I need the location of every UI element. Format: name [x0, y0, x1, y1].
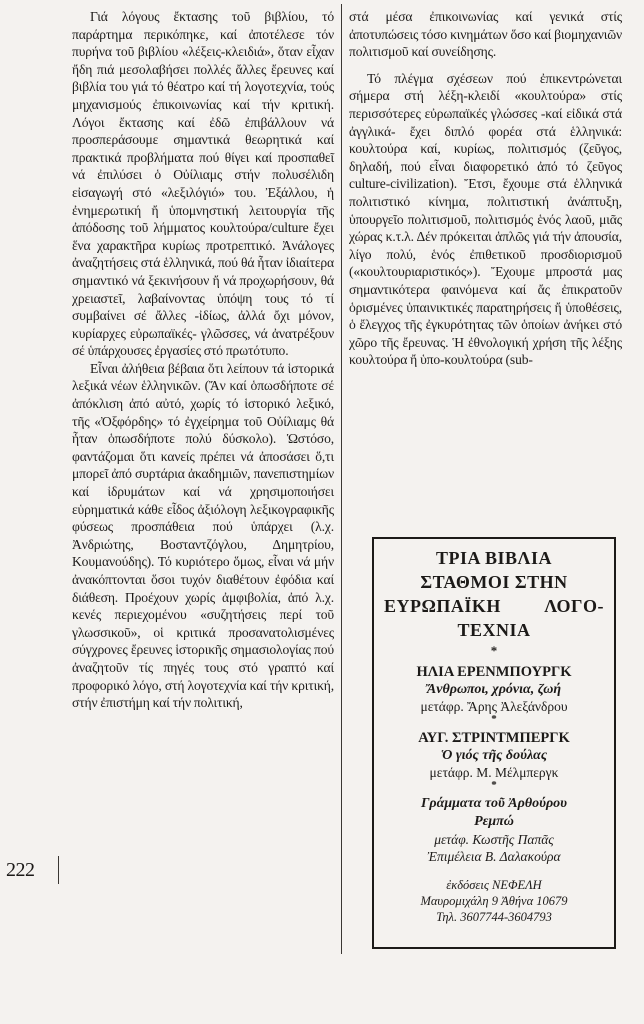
paragraph: Γιά λόγους ἔκτασης τοῦ βιβλίου, τό παράρτημα περικόπηκε, καί ἀποτέλεσε τόν πυρήνα τοῦ βιβλίου «λέξεις-κλειδιά», ὅταν εἶχαν ἤδη πιά μεσολαβήσει πολλές ἄλλες ἔρευνες καί βιβλία του γιά τό θέατρο καί τή λογοτεχνία, τούς μηχανισμούς ἐπικοινωνίας καί τήν κριτική. Λόγοι ἔκτασης καί ἐδῶ ἐπιβάλλουν νά προσπεράσουμε σημαντικά θεωρητικά καί πρακτικά προβλήματα πού θίγει καί προσπαθεῖ νά ἐπιλύσει ὁ Οὐίλιαμς στήν πολυσέλιδη εἰσαγωγή στό «λεξιλόγιό» του. Ἐξάλλου, ἡ ἐνημερωτική ἤ ὑπομνηστική λειτουργία τῆς ἀπόδοσης τοῦ λήμματος κουλτούρα/culture ἔχει ἕνα χαρακτῆρα κυρίως προτρεπτικό. Ἀνάλογες ἀναζητήσεις στά ἑλληνικά, πού θά ἦταν ἰδιαίτερα σημαντικό νά ξεκινήσουν ἤ νά προχωρήσουν, θά χρειαστεῖ, λαβαίνοντας ὑπόψη τους τό τί συμβαίνει σέ ἄλλες -ἰδίως, ἀλλά ὄχι μόνον, κυρίαρχες εὐρωπαϊκές- γλῶσσες, νά ἀνατρέξουν σέ ὑπάρχουσες ἐργασίες στό πρωτότυπο.	[72, 9, 334, 359]
page-number-divider	[58, 856, 59, 884]
paragraph: Τό πλέγμα σχέσεων πού ἐπικεντρώνεται σήμερα στή λέξη-κλειδί «κουλτούρα» στίς περισσότερες εὐρωπαϊκές γλώσσες -καί εἰδικά στά ἀγγλικά- ἔχει διπλό φορέα στά ἑλληνικά: κουλτούρα καί, κυρίως, πολιτισμός (ζεῦγος, δηλαδή, πού εἶναι διαφορετικό ἀπό τό ζεῦγος culture-civilization). Ἔτσι, ἔχουμε στά ἑλληνικά πολιτιστικό κίνημα, πολιτιστική ἀνάπτυξη, ὑπουργεῖο πολιτισμοῦ, πολιτισμός ἑνός λαοῦ, μιᾶς χώρας κ.τ.λ. Δέν πρόκειται ἁπλῶς γιά τήν ἀπουσία, λίγο πολύ, ἑνός ἐπιθετικοῦ προσδιορισμοῦ («κουλτουριαριστικός»). Ἔχουμε μπροστά μας σημαντικότερα φαινόμενα καί ἄς ἐπικρατοῦν ὁρισμένες ὑπαινικτικές παρατηρήσεις ἤ ὑποθέσεις, ὁ ἔλεγχος τῆς ἐγκυρότητας τῶν ὁποίων ἀνήκει στό χῶρο τῆς ἔρευνας. Ἡ ἐθνολογική χρήση τῆς λέξης κουλτούρα ἤ ὑπο-κουλτούρα (sub-	[349, 70, 622, 368]
book2-author: ΑΥΓ. ΣΤΡΙΝΤΜΠΕΡΓΚ	[418, 730, 570, 746]
book3-title: Ρεμπώ	[474, 814, 514, 829]
column-divider	[341, 4, 342, 954]
paragraph: στά μέσα ἐπικοινωνίας καί γενικά στίς ἀποτυπώσεις τόσο κινημάτων ὅσο καί βιομηχανιῶν πολιτισμοῦ καί συνείδησης.	[349, 9, 622, 60]
book-advertisement-box	[372, 537, 616, 949]
right-text-column	[349, 8, 622, 369]
page-number: 222	[6, 859, 35, 881]
book2-translator: μετάφρ. Μ. Μέλμπεργκ	[429, 765, 559, 780]
ad-separator: *	[491, 713, 497, 725]
ad-heading-line: ΕΥΡΩΠΑΪΚΗ ΛΟΓΟ-	[384, 596, 604, 616]
book3-title: Γράμματα τοῦ Ἀρθούρου	[420, 796, 568, 811]
paragraph: Εἶναι ἀλήθεια βέβαια ὅτι λείπουν τά ἱστορικά λεξικά νέων ἑλληνικῶν. (Ἄν καί ὁπωσδήποτε σέ ἀπόκλιση ἀπό αὐτό, χωρίς τό ἱστορικό λεξικό, τῆς «Ὀξφόρδης» τό ἐγχείρημα τοῦ Οὐίλιαμς θά ἦταν ὁπωσδήποτε πολύ δύσκολο). Ὡστόσο, φαντάζομαι ὅτι κανείς πρέπει νά ἀποσάσει ὅ,τι μπορεῖ ἀπό συρτάρια ἀκαδημιῶν, πανεπιστημίων καί ἱδρυμάτων καί νά χρησιμοποιήσει εὑρηματικά κάθε εἶδος ἀξιόλογη λεξικογραφικῆς φύσεως προσπάθεια πού ὑπάρχει (λ.χ. Ἀνδριώτης, Βοσταντζόγλου, Δημητρίου, Κουμανούδης). Τό κυριότερο ὅμως, εἶναι νά μήν ἀνακόπτονται ὅσοι τυχόν διαθέτουν ἐφόδια καί διάθεση. Προέχουν χωρίς ἀμφιβολία, ἀπό λ.χ. κενές περιεχομένου «συζητήσεις περί τοῦ γλωσσικοῦ», οἱ κριτικά προσανατολισμένες σύγχρονες ἔρευνες ἱστορικῆς σημασιολογίας πού ἀναζητοῦν τίς πηγές τους στό γραπτό καί προφορικό λόγο, στή λογοτεχνία καί τήν κριτική, στήν ἐπιστήμη καί τήν πολιτική,	[72, 360, 334, 711]
book3-editor: Ἐπιμέλεια Β. Δαλακούρα	[427, 849, 561, 864]
ad-heading-line: ΣΤΑΘΜΟΙ ΣΤΗΝ	[420, 572, 568, 592]
publisher-phone: Τηλ. 3607744-3604793	[436, 910, 552, 924]
book1-author: ΗΛΙΑ ΕΡΕΝΜΠΟΥΡΓΚ	[416, 664, 572, 680]
ad-separator: *	[490, 643, 498, 658]
publisher-name: ἐκδόσεις ΝΕΦΕΛΗ	[446, 878, 542, 892]
left-text-column	[72, 8, 334, 712]
publisher-address: Μαυρομιχάλη 9 Ἀθήνα 10679	[420, 894, 568, 908]
ad-heading-line: ΤΕΧΝΙΑ	[457, 620, 531, 640]
ad-heading-line: ΤΡΙΑ ΒΙΒΛΙΑ	[436, 548, 552, 568]
book1-title: Ἄνθρωποι, χρόνια, ζωή	[426, 682, 562, 697]
ad-separator: *	[491, 779, 497, 791]
book2-title: Ὁ γιός τῆς δούλας	[440, 748, 548, 763]
book3-translator: μετάφ. Κωστῆς Παπᾶς	[434, 832, 554, 847]
book1-translator: μετάφρ. Ἄρης Ἀλεξάνδρου	[420, 699, 568, 714]
